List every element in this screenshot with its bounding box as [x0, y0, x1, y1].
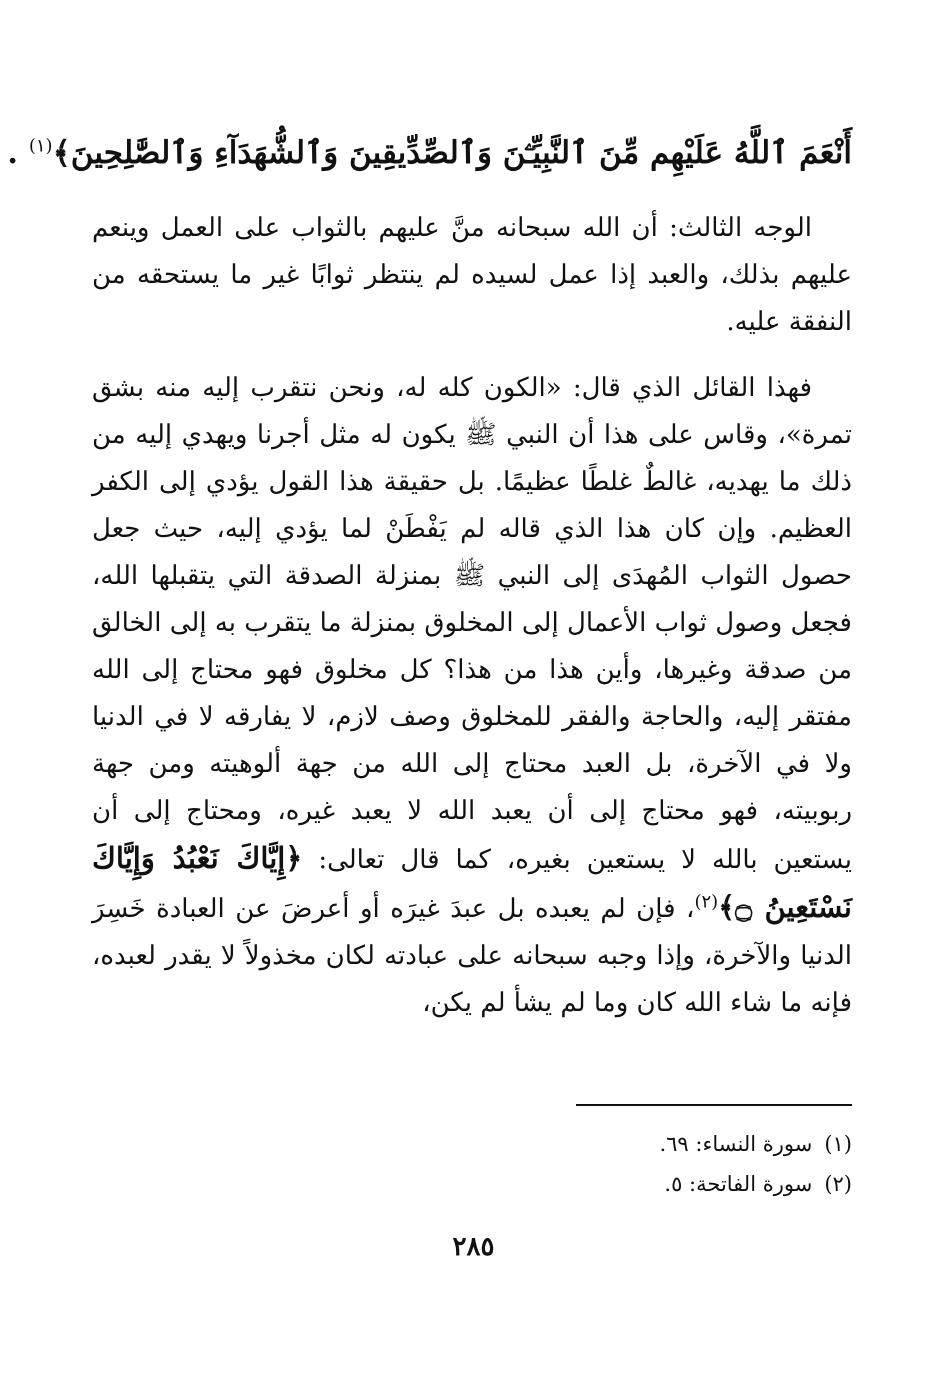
verse-line-tail: . [7, 135, 19, 171]
paragraph-third-aspect [92, 205, 852, 346]
footnote-text: سورة الفاتحة: ٥. [664, 1172, 813, 1196]
footnote-ref: (٢) [694, 891, 719, 913]
footnote-text: سورة النساء: ٦٩. [659, 1132, 813, 1156]
footnote-1 [352, 1124, 852, 1164]
footnote-ref: (١) [28, 135, 53, 157]
paragraph-text: الوجه الثالث: أن الله سبحانه منَّ عليهم بالثواب على العمل وينعم عليهم بذلك، والعبد إذا عمل لسيده لم ينتظر ثوابًا غير ما يستحقه من النفقة عليه. [92, 213, 852, 337]
paragraph-text-after-verse: ، فإن لم يعبده بل عبدَ غيرَه أو أعرضَ عن العبادة خَسِرَ الدنيا والآخرة، وإذا وجبه سبحانه على عبادته لكان مخذولاً لا يقدر لعبده، فإنه ما شاء الله كان وما لم يشأ لم يكن، [92, 894, 852, 1018]
footnote-number: (١) [824, 1132, 852, 1156]
paragraph-text-before-verse: فهذا القائل الذي قال: «الكون كله له، ونحن نتقرب إليه منه بشق تمرة»، وقاس على هذا أن النبي ﷺ يكون له مثل أجرنا ويهدي إليه من ذلك ما يهديه، غالطٌ غلطًا عظيمًا. بل حقيقة هذا القول يؤدي إلى الكفر العظيم. وإن كان هذا الذي قاله لم يَفْطَنْ لما يؤدي إليه، حيث جعل حصول الثواب المُهدَى إلى النبي ﷺ بمنزلة الصدقة التي يتقبلها الله، فجعل وصول ثواب الأعمال إلى المخلوق بمنزلة ما يتقرب به إلى الخالق من صدقة وغيرها، وأين هذا من هذا؟ كل مخلوق فهو محتاج إلى الله مفتقر إليه، والحاجة والفقر للمخلوق وصف لازم، لا يفارقه لا في الدنيا ولا في الآخرة، بل العبد محتاج إلى الله من جهة ألوهيته ومن جهة ربوبيته، فهو محتاج إلى أن يعبد الله لا يعبد غيره، ومحتاج إلى أن يستعين بالله لا يستعين بغيره، كما قال تعالى: [92, 373, 852, 875]
paragraph-main [92, 365, 852, 1027]
footnote-number: (٢) [824, 1172, 852, 1196]
paragraph-text [92, 365, 852, 1027]
quran-verse-inline: ﴿إِيَّاكَ نَعْبُدُ وَإِيَّاكَ نَسْتَعِينُ ۝﴾ [92, 841, 852, 924]
footnotes [352, 1124, 852, 1204]
page-number: ٢٨٥ [452, 1232, 495, 1262]
footnote-2 [352, 1164, 852, 1204]
quran-verse-text: أَنْعَمَ ٱللَّهُ عَلَيْهِم مِّنَ ٱلنَّبِيِّـۧنَ وَٱلصِّدِّيقِينَ وَٱلشُّهَدَآءِ وَٱلصَّٰلِحِينَ﴾ [52, 135, 852, 171]
footnote-divider [576, 1104, 852, 1106]
quran-verse-line [7, 128, 852, 178]
